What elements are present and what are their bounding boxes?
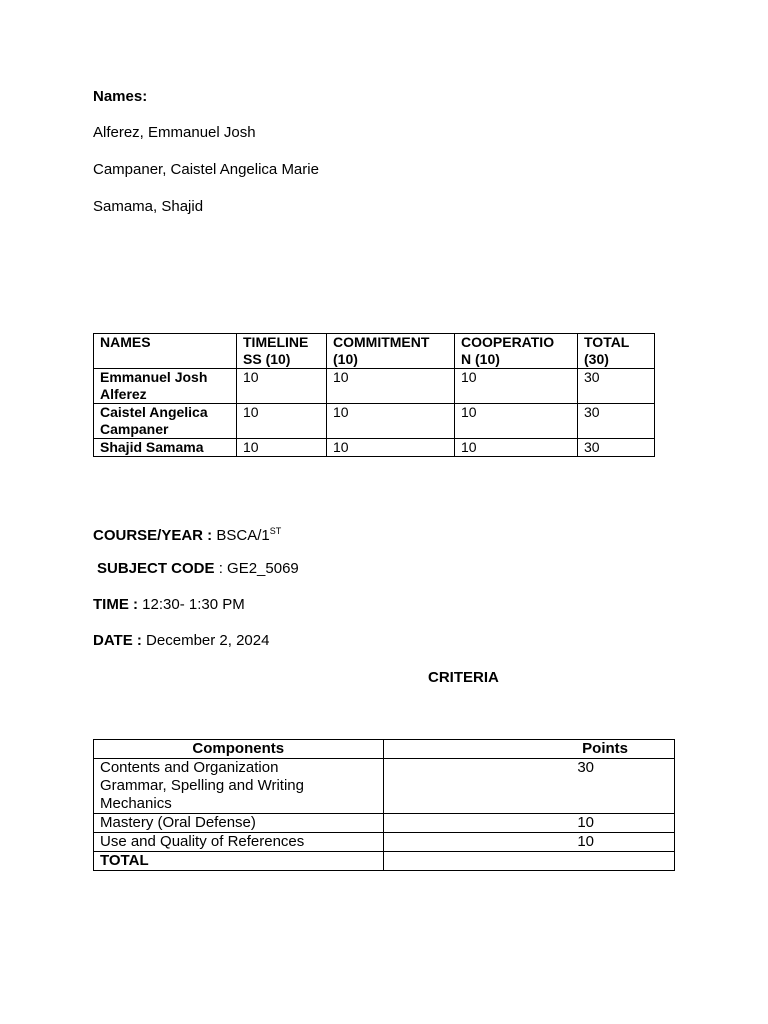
column-header: NAMES [94, 334, 237, 369]
table-row [94, 759, 675, 814]
criteria-title: CRITERIA [428, 669, 499, 686]
table-row [94, 369, 655, 404]
points-cell: 10 [383, 814, 675, 833]
column-header: TIMELINE SS (10) [237, 334, 327, 369]
time-label: TIME : [93, 596, 138, 613]
course-year-label: COURSE/YEAR : [93, 527, 213, 544]
total-cell: 30 [578, 404, 655, 439]
table-row [94, 852, 675, 871]
score-cell: 10 [237, 439, 327, 457]
subject-code-label: SUBJECT CODE [97, 560, 215, 577]
time-line [93, 596, 245, 614]
column-header: COMMITMENT (10) [327, 334, 455, 369]
date-line [93, 632, 269, 650]
score-cell: 10 [455, 404, 578, 439]
total-cell: 30 [578, 369, 655, 404]
score-cell: 10 [327, 439, 455, 457]
member-cell: Shajid Samama [94, 439, 237, 457]
member-cell: Caistel Angelica Campaner [94, 404, 237, 439]
member-cell: Emmanuel Josh Alferez [94, 369, 237, 404]
criteria-table [93, 739, 675, 871]
table-header-row [94, 740, 675, 759]
total-cell: 30 [578, 439, 655, 457]
ratings-table [93, 333, 655, 457]
points-cell: 10 [383, 833, 675, 852]
column-header: TOTAL (30) [578, 334, 655, 369]
member-name: Campaner, Caistel Angelica Marie [93, 161, 319, 178]
table-row [94, 814, 675, 833]
points-cell: 30 [383, 759, 675, 814]
table-row [94, 404, 655, 439]
total-label-cell: TOTAL [94, 852, 384, 871]
course-year-line [93, 522, 281, 545]
table-row [94, 833, 675, 852]
score-cell: 10 [455, 369, 578, 404]
column-header: Points [383, 740, 675, 759]
date-value: December 2, 2024 [141, 632, 270, 649]
score-cell: 10 [327, 404, 455, 439]
subject-code-line [97, 560, 299, 578]
time-value: 12:30- 1:30 PM [138, 596, 245, 613]
score-cell: 10 [237, 369, 327, 404]
table-header-row [94, 334, 655, 369]
subject-code-value: : GE2_5069 [214, 560, 299, 577]
column-header: Components [94, 740, 384, 759]
names-heading: Names: [93, 88, 148, 105]
course-year-suffix: ST [269, 526, 282, 536]
component-cell: Use and Quality of References [94, 833, 384, 852]
score-cell: 10 [455, 439, 578, 457]
score-cell: 10 [237, 404, 327, 439]
course-year-value: BSCA/1 [212, 527, 270, 544]
score-cell: 10 [327, 369, 455, 404]
component-cell: Contents and Organization Grammar, Spelling and Writing Mechanics [94, 759, 384, 814]
member-name: Samama, Shajid [93, 198, 204, 215]
component-cell: Mastery (Oral Defense) [94, 814, 384, 833]
total-points-cell [383, 852, 675, 871]
date-label: DATE : [93, 632, 142, 649]
table-row [94, 439, 655, 457]
member-name: Alferez, Emmanuel Josh [93, 124, 256, 141]
column-header: COOPERATIO N (10) [455, 334, 578, 369]
